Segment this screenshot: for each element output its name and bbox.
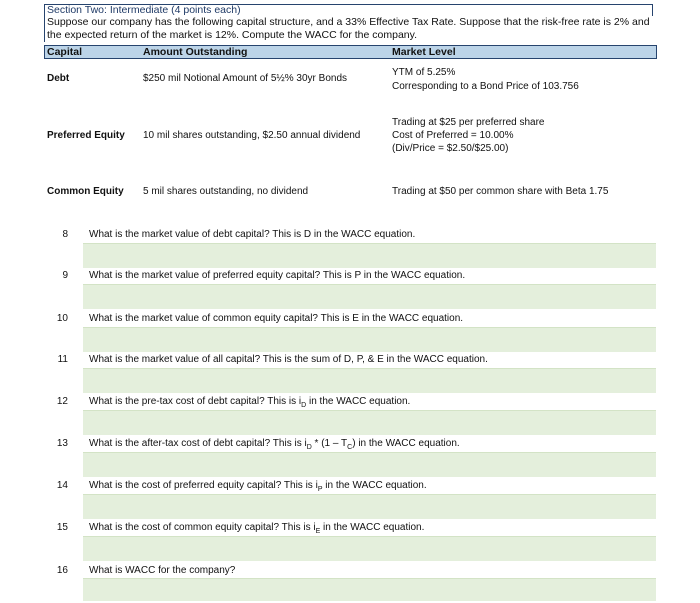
answer-field[interactable] xyxy=(83,284,656,309)
market-common: Trading at $50 per common share with Beta 1.75 xyxy=(392,186,609,197)
market-debt-line1: YTM of 5.25% xyxy=(392,67,456,78)
question-text: What is the market value of all capital? This is the sum of D, P, & E in the WACC equation. xyxy=(89,354,488,365)
header-amount: Amount Outstanding xyxy=(143,46,248,58)
question-number: 10 xyxy=(56,313,68,324)
question-number: 16 xyxy=(56,565,68,576)
capital-preferred: Preferred Equity xyxy=(47,130,125,141)
question-number: 14 xyxy=(56,480,68,491)
question-number: 11 xyxy=(57,354,68,365)
amount-preferred: 10 mil shares outstanding, $2.50 annual dividend xyxy=(143,130,361,141)
question-text: What is the market value of preferred equity capital? This is P in the WACC equation. xyxy=(89,270,466,281)
question-text: What is the cost of preferred equity capital? This is $i_P$ in the WACC equation. xyxy=(89,480,427,493)
question-number: 12 xyxy=(56,396,68,407)
answer-field[interactable] xyxy=(83,368,656,393)
market-preferred-line2: Cost of Preferred = 10.00% xyxy=(392,130,514,141)
question-text: What is the market value of common equity capital? This is E in the WACC equation. xyxy=(89,313,464,324)
question-number: 9 xyxy=(62,270,68,281)
question-text: What is WACC for the company? xyxy=(89,565,236,576)
question-text: What is the cost of common equity capital? This is $i_E$ in the WACC equation. xyxy=(89,522,425,535)
market-preferred-line1: Trading at $25 per preferred share xyxy=(392,117,545,128)
capital-debt: Debt xyxy=(47,73,70,84)
market-debt-line2: Corresponding to a Bond Price of 103.756 xyxy=(392,81,579,92)
table-header xyxy=(44,45,657,59)
answer-field[interactable] xyxy=(83,494,656,519)
answer-field[interactable] xyxy=(83,452,656,477)
question-number: 13 xyxy=(56,438,68,449)
answer-field[interactable] xyxy=(83,327,656,352)
section-title: Section Two: Intermediate (4 points each) xyxy=(44,4,653,16)
amount-common: 5 mil shares outstanding, no dividend xyxy=(143,186,309,197)
answer-field[interactable] xyxy=(83,578,656,601)
answer-field[interactable] xyxy=(83,410,656,435)
question-text: What is the market value of debt capital? This is D in the WACC equation. xyxy=(89,229,416,240)
header-market: Market Level xyxy=(392,46,456,58)
question-text: What is the pre-tax cost of debt capital? This is $i_D$ in the WACC equation. xyxy=(89,396,411,409)
problem-statement: Suppose our company has the following capital structure, and a 33% Effective Tax Rate. Suppose that the risk-free rate is 2% and the expected return of the market is 12%. Compute the WACC for the company. xyxy=(44,16,667,42)
question-text: What is the after-tax cost of debt capital? This is $i_D * (1 - T_C)$ in the WACC equation. xyxy=(89,438,460,451)
capital-common: Common Equity xyxy=(47,186,124,197)
market-preferred-line3: (Div/Price = $2.50/$25.00) xyxy=(392,143,509,154)
answer-field[interactable] xyxy=(83,243,656,268)
question-number: 15 xyxy=(56,522,68,533)
header-capital: Capital xyxy=(47,46,83,58)
amount-debt: $250 mil Notional Amount of 5½% 30yr Bonds xyxy=(143,73,348,84)
answer-field[interactable] xyxy=(83,536,656,561)
question-number: 8 xyxy=(62,229,68,240)
